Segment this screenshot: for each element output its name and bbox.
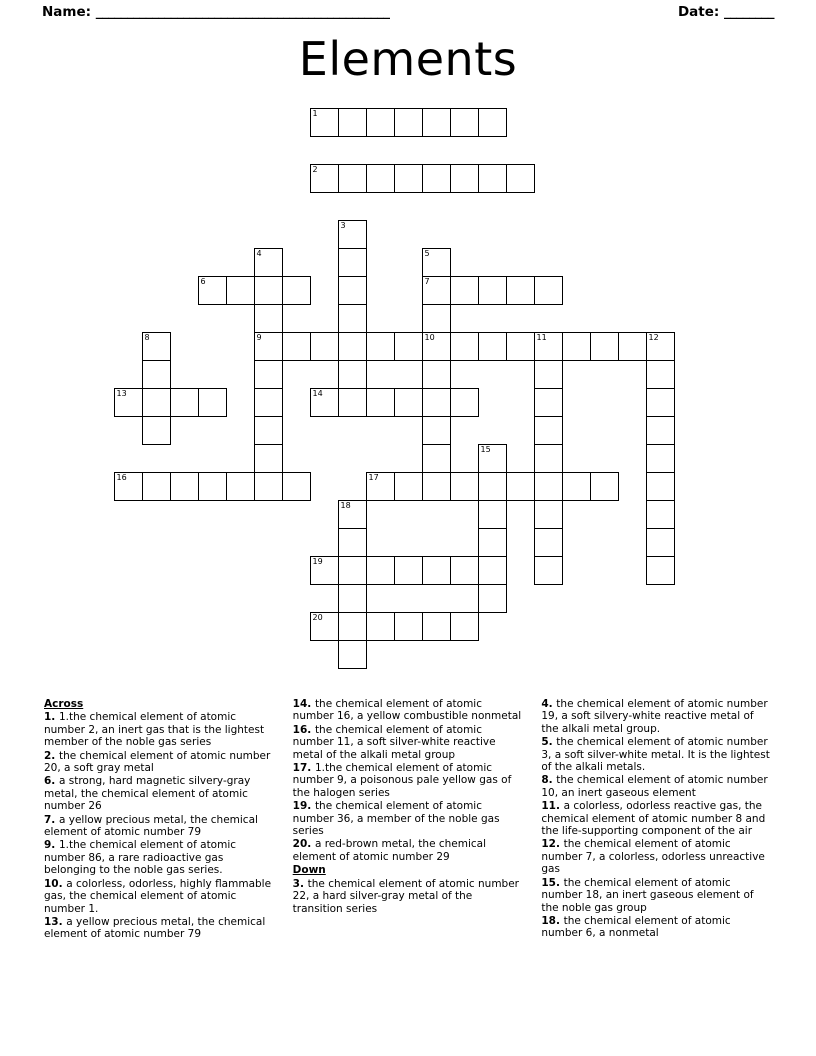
grid-cell[interactable] — [394, 332, 423, 361]
clue-section-heading: Across — [44, 698, 84, 710]
grid-cell-number: 15 — [480, 445, 491, 454]
grid-cell[interactable] — [366, 556, 395, 585]
grid-cell[interactable] — [142, 388, 171, 417]
grid-cell[interactable] — [114, 472, 143, 501]
clue-number: 3. — [292, 877, 308, 890]
name-field-line — [42, 4, 389, 20]
name-label: Name: — [42, 4, 92, 20]
clue-text: a colorless, odorless, highly flammable gas, the chemical element of atomic number 1. — [44, 877, 272, 915]
clue-item — [44, 878, 277, 915]
clue-number: 12. — [541, 838, 564, 851]
grid-cell[interactable] — [422, 332, 451, 361]
clue-number: 11. — [541, 800, 564, 813]
grid-cell[interactable] — [478, 472, 507, 501]
clue-text: the chemical element of atomic number 3, a soft silver-white metal. It is the lightest of the alkali metals. — [541, 736, 770, 774]
grid-cell[interactable] — [114, 388, 143, 417]
clue-text: the chemical element of atomic number 36, a member of the noble gas series — [292, 800, 500, 838]
grid-cell[interactable] — [422, 276, 451, 305]
grid-cell[interactable] — [254, 416, 283, 445]
grid-cell[interactable] — [562, 332, 591, 361]
grid-cell[interactable] — [506, 276, 535, 305]
grid-cell[interactable] — [254, 304, 283, 333]
grid-cell[interactable] — [310, 556, 339, 585]
grid-cell[interactable] — [450, 388, 479, 417]
clue-number: 10. — [44, 877, 67, 890]
grid-cell[interactable] — [338, 360, 367, 389]
grid-cell-number: 1 — [312, 109, 318, 118]
clue-item — [541, 915, 774, 940]
grid-cell[interactable] — [338, 612, 367, 641]
grid-cell[interactable] — [562, 472, 591, 501]
clue-number: 20. — [292, 838, 315, 851]
grid-cell[interactable] — [646, 444, 675, 473]
clue-number: 14. — [292, 698, 315, 710]
grid-cell[interactable] — [506, 332, 535, 361]
clue-number: 16. — [292, 723, 315, 736]
grid-cell-number: 19 — [312, 557, 323, 566]
grid-cell[interactable] — [254, 332, 283, 361]
clue-item — [293, 698, 526, 723]
clue-number: 19. — [292, 800, 315, 813]
grid-cell[interactable] — [338, 108, 367, 137]
crossword-grid[interactable] — [114, 108, 694, 668]
clue-text: a strong, hard magnetic silvery-gray metal, the chemical element of atomic number 26 — [44, 775, 251, 813]
grid-cell-number: 16 — [116, 473, 127, 482]
grid-cell[interactable] — [534, 332, 563, 361]
clue-text: the chemical element of atomic number 16, a yellow combustible nonmetal — [292, 698, 522, 723]
grid-cell[interactable] — [478, 500, 507, 529]
grid-cell[interactable] — [422, 164, 451, 193]
clue-item — [541, 698, 774, 735]
grid-cell[interactable] — [310, 612, 339, 641]
clue-number: 15. — [541, 876, 564, 889]
grid-cell[interactable] — [338, 220, 367, 249]
clue-item — [541, 877, 774, 914]
grid-cell-number: 10 — [424, 333, 435, 342]
grid-cell[interactable] — [366, 164, 395, 193]
name-write-line[interactable]: _______________________________________________ — [95, 4, 390, 20]
grid-cell[interactable] — [366, 332, 395, 361]
grid-cell[interactable] — [450, 164, 479, 193]
grid-cell[interactable] — [422, 472, 451, 501]
clue-text: the chemical element of atomic number 22, a hard silver-gray metal of the transition series — [292, 877, 519, 915]
grid-cell[interactable] — [646, 528, 675, 557]
grid-cell[interactable] — [142, 472, 171, 501]
grid-cell[interactable] — [534, 500, 563, 529]
grid-cell[interactable] — [478, 108, 507, 137]
grid-cell[interactable] — [338, 556, 367, 585]
grid-cell[interactable] — [534, 388, 563, 417]
clue-text: a yellow precious metal, the chemical element of atomic number 79 — [44, 915, 266, 941]
clue-item — [541, 774, 774, 799]
grid-cell[interactable] — [478, 556, 507, 585]
grid-cell[interactable] — [338, 164, 367, 193]
grid-cell[interactable] — [282, 332, 311, 361]
grid-cell[interactable] — [170, 388, 199, 417]
clue-number: 9. — [44, 839, 59, 852]
clue-text: 1.the chemical element of atomic number 9, a poisonous pale yellow gas of the halogen series — [292, 762, 512, 799]
clue-text: the chemical element of atomic number 19, a soft silvery-white reactive metal of the alkali metal group. — [541, 698, 768, 735]
clue-section-heading: Down — [292, 864, 326, 877]
clues-column-3 — [541, 698, 774, 942]
clue-text: the chemical element of atomic number 11, a soft silver-white reactive metal of the alkali metal group — [292, 723, 496, 761]
grid-cell[interactable] — [226, 276, 255, 305]
clue-number: 6. — [44, 775, 59, 788]
grid-cell[interactable] — [366, 612, 395, 641]
clue-number: 4. — [541, 698, 557, 710]
grid-cell[interactable] — [254, 444, 283, 473]
grid-cell[interactable] — [254, 248, 283, 277]
grid-cell[interactable] — [422, 108, 451, 137]
grid-cell[interactable] — [394, 472, 423, 501]
grid-cell[interactable] — [198, 388, 227, 417]
grid-cell[interactable] — [338, 528, 367, 557]
date-label: Date: — [677, 4, 720, 20]
grid-cell-number: 13 — [116, 389, 127, 398]
grid-cell[interactable] — [534, 528, 563, 557]
grid-cell[interactable] — [338, 388, 367, 417]
grid-cell[interactable] — [590, 332, 619, 361]
grid-cell[interactable] — [422, 388, 451, 417]
grid-cell[interactable] — [450, 332, 479, 361]
grid-cell[interactable] — [142, 332, 171, 361]
page-title: Elements — [298, 32, 518, 86]
clue-text: the chemical element of atomic number 20, a soft gray metal — [44, 749, 271, 775]
grid-cell[interactable] — [478, 444, 507, 473]
grid-cell[interactable] — [646, 360, 675, 389]
grid-cell-number: 6 — [200, 277, 206, 286]
clue-text: the chemical element of atomic number 6, a nonmetal — [541, 914, 731, 940]
grid-cell[interactable] — [646, 472, 675, 501]
clue-item — [541, 736, 774, 773]
grid-cell[interactable] — [478, 164, 507, 193]
clue-text: a yellow precious metal, the chemical element of atomic number 79 — [44, 813, 258, 839]
clue-number: 18. — [541, 914, 564, 927]
grid-cell-number: 7 — [424, 277, 430, 286]
grid-cell[interactable] — [646, 416, 675, 445]
grid-cell-number: 2 — [312, 165, 318, 174]
grid-cell-number: 12 — [648, 333, 659, 342]
grid-cell[interactable] — [366, 472, 395, 501]
clue-number: 8. — [541, 774, 557, 787]
grid-cell-number: 14 — [312, 389, 323, 398]
grid-cell[interactable] — [338, 500, 367, 529]
grid-cell[interactable] — [170, 472, 199, 501]
clues-column-2 — [293, 698, 526, 942]
clue-item — [293, 724, 526, 761]
grid-cell-number: 17 — [368, 473, 379, 482]
clue-item — [44, 711, 277, 748]
grid-cell[interactable] — [478, 584, 507, 613]
grid-cell[interactable] — [142, 416, 171, 445]
grid-cell[interactable] — [254, 276, 283, 305]
clue-item — [541, 800, 774, 837]
grid-cell[interactable] — [338, 332, 367, 361]
grid-cell-number: 20 — [312, 613, 323, 622]
clues-column-1 — [44, 698, 277, 942]
clue-number: 2. — [44, 749, 59, 762]
grid-cell[interactable] — [534, 472, 563, 501]
grid-cell-number: 11 — [536, 333, 547, 342]
grid-cell[interactable] — [366, 108, 395, 137]
grid-cell[interactable] — [478, 276, 507, 305]
grid-cell[interactable] — [310, 388, 339, 417]
grid-cell[interactable] — [422, 416, 451, 445]
clue-number: 1. — [44, 711, 59, 724]
grid-cell[interactable] — [478, 528, 507, 557]
grid-cell-number: 9 — [256, 333, 262, 342]
grid-cell-number: 3 — [340, 221, 346, 230]
clue-text: 1.the chemical element of atomic number 86, a rare radioactive gas belonging to the noble gas series. — [44, 839, 237, 877]
worksheet-header — [42, 4, 774, 20]
grid-cell[interactable] — [450, 108, 479, 137]
clue-item — [541, 838, 774, 875]
grid-cell[interactable] — [394, 164, 423, 193]
grid-cell[interactable] — [422, 444, 451, 473]
grid-cell[interactable] — [422, 304, 451, 333]
grid-cell[interactable] — [198, 276, 227, 305]
clue-text: the chemical element of atomic number 7, a colorless, odorless unreactive gas — [541, 838, 765, 876]
grid-cell[interactable] — [618, 332, 647, 361]
grid-cell[interactable] — [422, 360, 451, 389]
grid-cell[interactable] — [142, 360, 171, 389]
grid-cell-number: 8 — [144, 333, 150, 342]
grid-cell[interactable] — [394, 388, 423, 417]
grid-cell[interactable] — [254, 360, 283, 389]
grid-cell[interactable] — [338, 276, 367, 305]
grid-cell[interactable] — [338, 304, 367, 333]
clue-item — [44, 916, 277, 941]
grid-cell[interactable] — [394, 108, 423, 137]
clue-item — [44, 775, 277, 812]
grid-cell[interactable] — [310, 332, 339, 361]
grid-cell[interactable] — [422, 612, 451, 641]
grid-cell[interactable] — [506, 164, 535, 193]
date-write-line[interactable]: ________ — [724, 4, 774, 20]
clue-text: a colorless, odorless reactive gas, the chemical element of atomic number 8 and the life-supporting component of the air — [541, 800, 766, 838]
clue-number: 5. — [541, 736, 557, 749]
clue-text: the chemical element of atomic number 18, an inert gaseous element of the noble gas group — [541, 876, 754, 914]
clue-item — [293, 800, 526, 837]
grid-cell[interactable] — [422, 556, 451, 585]
clue-item — [44, 750, 277, 775]
grid-cell[interactable] — [310, 108, 339, 137]
clue-item — [293, 878, 526, 915]
grid-cell[interactable] — [646, 500, 675, 529]
clue-number: 13. — [44, 915, 67, 928]
clue-text: the chemical element of atomic number 10, an inert gaseous element — [541, 774, 768, 799]
clue-text: a red-brown metal, the chemical element of atomic number 29 — [292, 838, 487, 863]
clue-text: 1.the chemical element of atomic number 2, an inert gas that is the lightest member of the noble gas series — [44, 711, 265, 749]
grid-cell[interactable] — [534, 360, 563, 389]
grid-cell[interactable] — [506, 472, 535, 501]
grid-cell[interactable] — [646, 556, 675, 585]
grid-cell[interactable] — [534, 444, 563, 473]
clue-item — [44, 839, 277, 876]
grid-cell[interactable] — [450, 472, 479, 501]
grid-cell[interactable] — [590, 472, 619, 501]
grid-cell[interactable] — [450, 556, 479, 585]
grid-cell[interactable] — [282, 276, 311, 305]
grid-cell[interactable] — [478, 332, 507, 361]
grid-cell[interactable] — [338, 640, 367, 669]
grid-cell-number: 18 — [340, 501, 351, 510]
grid-cell[interactable] — [338, 248, 367, 277]
grid-cell[interactable] — [282, 472, 311, 501]
grid-cell[interactable] — [534, 556, 563, 585]
grid-cell[interactable] — [310, 164, 339, 193]
clue-item — [293, 838, 526, 863]
grid-cell-number: 5 — [424, 249, 430, 258]
grid-cell[interactable] — [254, 388, 283, 417]
grid-cell[interactable] — [338, 584, 367, 613]
clue-item — [293, 762, 526, 799]
grid-cell[interactable] — [394, 612, 423, 641]
grid-cell[interactable] — [534, 416, 563, 445]
clues-section — [44, 698, 774, 942]
grid-cell[interactable] — [198, 472, 227, 501]
grid-cell[interactable] — [254, 472, 283, 501]
grid-cell[interactable] — [422, 248, 451, 277]
date-field-line — [678, 4, 774, 20]
clue-item — [44, 814, 277, 839]
grid-cell[interactable] — [226, 472, 255, 501]
grid-cell[interactable] — [450, 612, 479, 641]
clue-number: 17. — [292, 762, 315, 775]
grid-cell[interactable] — [366, 388, 395, 417]
grid-cell[interactable] — [534, 276, 563, 305]
grid-cell[interactable] — [646, 388, 675, 417]
grid-cell[interactable] — [450, 276, 479, 305]
clue-number: 7. — [44, 813, 59, 826]
grid-cell[interactable] — [394, 556, 423, 585]
grid-cell-number: 4 — [256, 249, 262, 258]
grid-cell[interactable] — [646, 332, 675, 361]
